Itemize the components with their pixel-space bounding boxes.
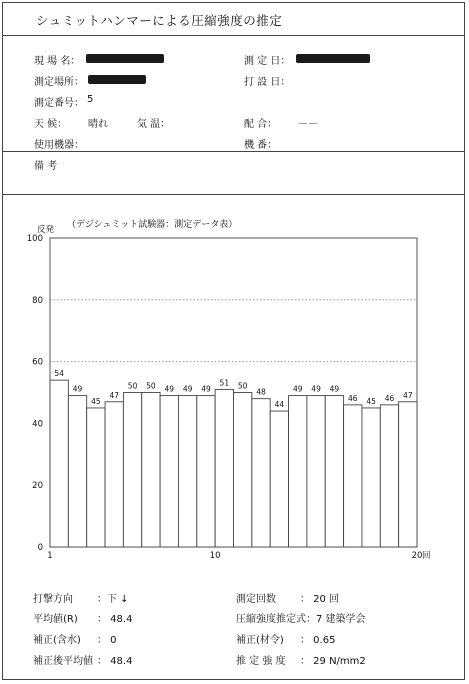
bar-value-label: 50	[127, 381, 138, 391]
haigo-value: －－	[298, 119, 318, 130]
bar	[105, 402, 123, 547]
x-tick-label: 10	[209, 551, 221, 561]
bar-value-label: 49	[164, 384, 175, 394]
bar	[362, 408, 380, 547]
bar-value-label: 47	[109, 390, 119, 400]
bar-value-label: 49	[329, 384, 340, 394]
y-tick-label: 20	[32, 481, 43, 492]
bar	[68, 396, 86, 547]
x-axis-unit-label: 回	[422, 551, 431, 561]
bar-value-label: 49	[292, 384, 303, 394]
hosei-gansui-value: ： 0	[97, 635, 117, 646]
bar-value-label: 48	[256, 387, 266, 397]
x-tick-label: 20	[411, 551, 423, 561]
hosei-heikin-label: 補正後平均値	[33, 656, 93, 667]
biko-label: 備 考	[34, 161, 58, 172]
y-tick-label: 40	[32, 419, 43, 430]
kiki-label: 使用機器：	[34, 140, 84, 151]
kion-label: 気 温：	[137, 119, 171, 130]
suiteishiki-label: 圧縮強度推定式：	[236, 614, 316, 625]
bar-value-label: 50	[146, 381, 156, 391]
bangou-label: 測定番号：	[34, 98, 84, 109]
bar	[215, 389, 233, 547]
report-title: シュミットハンマーによる圧縮強度の推定	[36, 13, 283, 28]
suiteishiki-value: 7 建築学会	[316, 614, 366, 625]
dageki-value: ：下 ↓	[97, 594, 129, 605]
bar	[380, 405, 398, 547]
sokuteibi-label: 測 定 日：	[244, 56, 291, 67]
bar-value-label: 45	[91, 396, 101, 406]
bar-value-label: 50	[237, 381, 248, 391]
hosei-gansui-label: 補正(含水)	[33, 635, 81, 646]
bangou-value: 5	[87, 94, 94, 105]
heikin-label: 平均値(R)	[33, 614, 78, 625]
suitei-kyodo-label: 推 定 強 度	[236, 656, 286, 667]
dasetsubi-label: 打 設 日：	[244, 77, 291, 88]
bar	[142, 393, 160, 548]
bar	[123, 393, 141, 548]
hosei-heikin-value: ： 48.4	[97, 656, 133, 667]
bar	[325, 396, 343, 547]
tenko-label: 天 候：	[34, 119, 68, 130]
bar	[178, 396, 196, 547]
hosei-zairei-value: ： 0.65	[300, 635, 336, 646]
x-tick-label: 1	[47, 551, 53, 561]
bar-value-label: 47	[403, 390, 413, 400]
bar-value-label: 49	[182, 384, 193, 394]
bar	[344, 405, 362, 547]
y-tick-label: 100	[26, 234, 43, 244]
bar-value-label: 46	[348, 393, 358, 403]
bar-value-label: 49	[201, 384, 211, 394]
bar-value-label: 46	[384, 393, 395, 403]
kiban-label: 機 番：	[244, 140, 278, 151]
haigo-label: 配 合：	[244, 119, 278, 130]
bar-value-label: 54	[54, 369, 64, 379]
heikin-value: ： 48.4	[97, 614, 133, 625]
chart-caption: （デジシュミット試験器：測定データ表）	[67, 220, 238, 230]
bar	[50, 380, 68, 547]
bar	[234, 393, 252, 548]
bar-value-label: 51	[219, 378, 230, 388]
bar	[160, 396, 178, 547]
dageki-label: 打撃方向	[33, 594, 73, 605]
bar-value-label: 49	[72, 384, 83, 394]
tenko-value: 晴れ	[88, 119, 108, 130]
bar	[87, 408, 105, 547]
kaisu-value: ： 20 回	[300, 594, 340, 605]
bar	[197, 396, 215, 547]
kaisu-label: 測定回数	[236, 594, 276, 605]
y-tick-label: 0	[37, 543, 43, 553]
sokutei-basho-label: 測定場所：	[34, 77, 84, 88]
bar	[399, 402, 417, 547]
y-tick-label: 60	[32, 357, 43, 368]
bar	[252, 399, 270, 547]
bar-value-label: 45	[366, 396, 376, 406]
y-axis-label: 反発	[37, 225, 55, 235]
bar	[307, 396, 325, 547]
hosei-zairei-label: 補正(材令)	[236, 635, 284, 646]
genba-label: 現 場 名：	[34, 56, 81, 67]
y-tick-label: 80	[32, 295, 43, 306]
bar	[270, 411, 288, 547]
bar-value-label: 44	[274, 400, 285, 410]
bar-value-label: 49	[311, 384, 321, 394]
bar	[289, 396, 307, 547]
suitei-kyodo-value: ： 29 N/mm2	[300, 656, 366, 667]
